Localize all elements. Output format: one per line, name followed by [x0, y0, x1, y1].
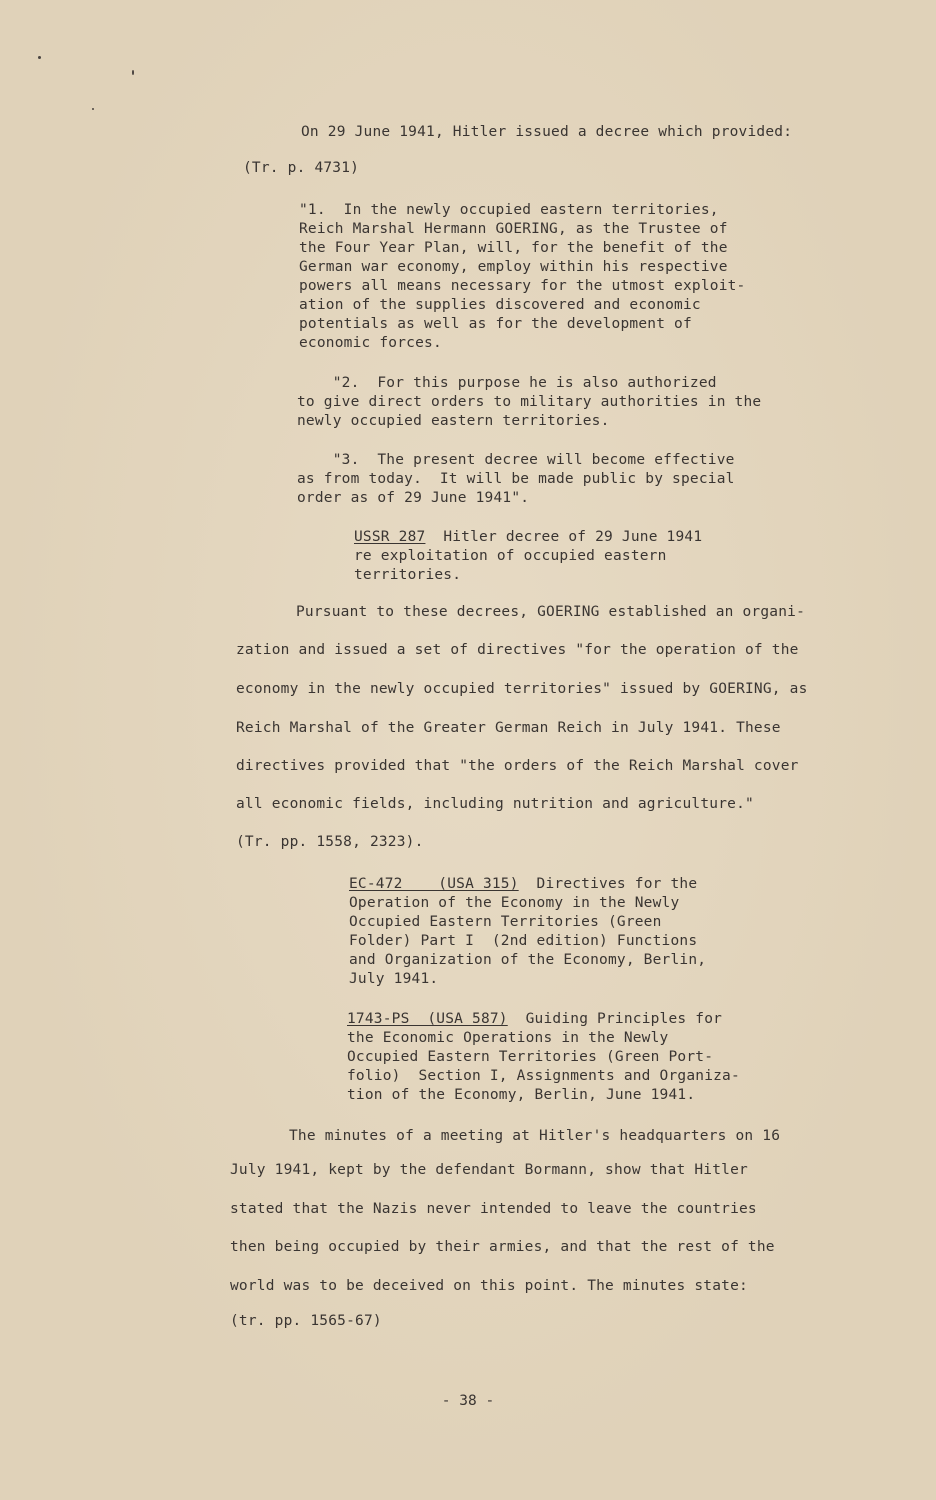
exhibit-description: Guiding Principles for the Economic Operations in the Newly Occupied Eastern Territories (Green Port- folio) Section I, Assignments and Organiza- tion of the Economy, Berlin, June 1941. [347, 1011, 740, 1103]
exhibit-code: EC-472 (USA 315) [349, 876, 519, 892]
body-line: July 1941, kept by the defendant Bormann, show that Hitler [230, 1162, 748, 1178]
decree-quote-paragraph-2: "2. For this purpose he is also authorized to give direct orders to military authorities in the newly occupied eastern territories. [297, 375, 762, 429]
body-line: all economic fields, including nutrition and agriculture." [236, 796, 754, 812]
intro-citation: (Tr. p. 4731) [243, 160, 360, 176]
exhibit-reference-ussr-287 [354, 528, 702, 585]
body-citation: (Tr. pp. 1558, 2323). [236, 834, 424, 850]
exhibit-code: USSR 287 [354, 529, 426, 545]
body-citation: (tr. pp. 1565-67) [230, 1313, 382, 1329]
body-line: zation and issued a set of directives "for the operation of the [236, 642, 799, 658]
body-line: stated that the Nazis never intended to leave the countries [230, 1201, 757, 1217]
body-line: The minutes of a meeting at Hitler's headquarters on 16 [289, 1128, 781, 1144]
decree-quote-paragraph-1: "1. In the newly occupied eastern territories, Reich Marshal Hermann GOERING, as the Trustee of the Four Year Plan, will, for the benefit of the German war economy, employ within his respective powers all means necessary for the utmost exploit- ation of the supplies discovered and economic potentials as well as for the development of economic forces. [299, 202, 746, 351]
exhibit-reference-ec-472 [349, 875, 706, 989]
page-number: - 38 - [441, 1393, 495, 1409]
body-line: world was to be deceived on this point. The minutes state: [230, 1278, 748, 1294]
body-line: then being occupied by their armies, and that the rest of the [230, 1239, 775, 1255]
body-line: economy in the newly occupied territories" issued by GOERING, as [236, 681, 808, 697]
exhibit-reference-1743-ps [347, 1010, 740, 1105]
exhibit-code: 1743-PS (USA 587) [347, 1011, 508, 1027]
exhibit-description: Directives for the Operation of the Economy in the Newly Occupied Eastern Territories (Green Folder) Part I (2nd edition) Functions and Organization of the Economy, Berlin, July 1941. [349, 876, 707, 987]
paper-speck [132, 70, 134, 75]
body-line: Pursuant to these decrees, GOERING established an organi- [296, 604, 805, 620]
intro-line-1: On 29 June 1941, Hitler issued a decree which provided: [301, 124, 793, 140]
body-line: Reich Marshal of the Greater German Reich in July 1941. These [236, 720, 781, 736]
exhibit-description: Hitler decree of 29 June 1941 re exploitation of occupied eastern territories. [354, 529, 703, 583]
paper-speck [92, 108, 94, 110]
body-line: directives provided that "the orders of the Reich Marshal cover [236, 758, 799, 774]
paper-speck [38, 56, 41, 59]
decree-quote-paragraph-3: "3. The present decree will become effective as from today. It will be made public by special order as of 29 June 1941". [297, 452, 735, 506]
